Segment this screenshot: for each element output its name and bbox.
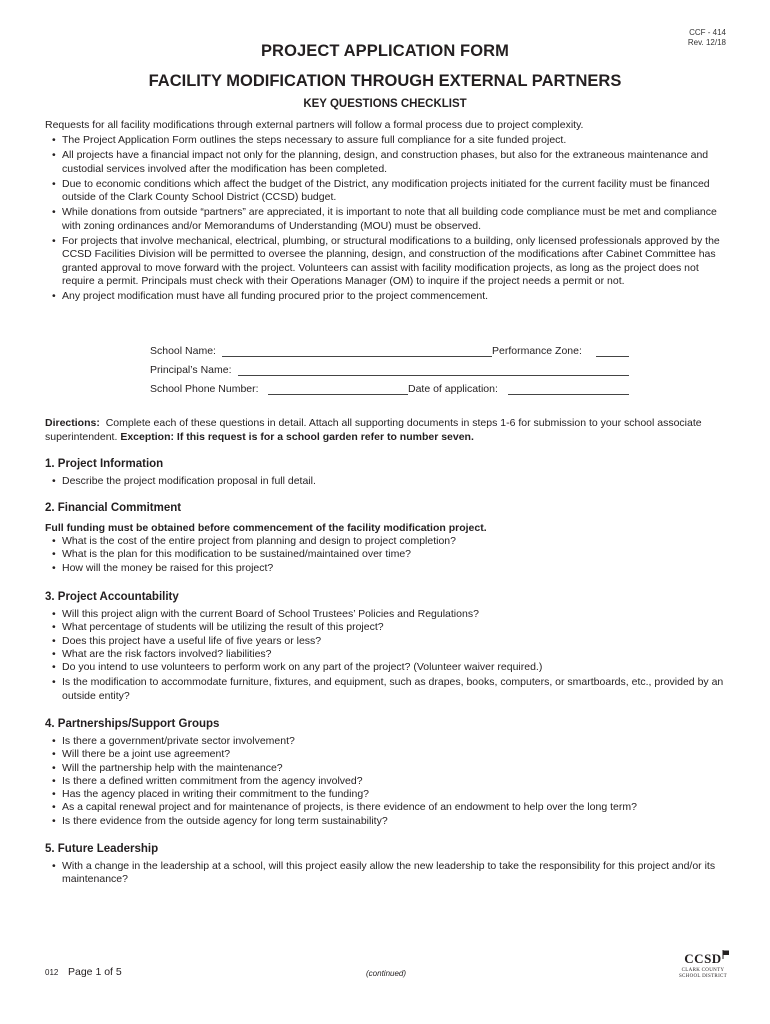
- question-text: Is the modification to accommodate furniture, fixtures, and equipment, such as drapes, books, computers, or smartboards, etc., provided by an outside entity?: [62, 676, 724, 702]
- question-text: Has the agency placed in writing their commitment to the funding?: [62, 788, 369, 801]
- question-item: [45, 548, 735, 561]
- question-text: As a capital renewal project and for maintenance of projects, is there evidence of an endowment to help over the long term?: [62, 801, 637, 814]
- intro-item-text: The Project Application Form outlines the steps necessary to assure full compliance for a site funded project.: [62, 134, 567, 146]
- section-question-list: [45, 735, 735, 828]
- question-text: Will the partnership help with the maintenance?: [62, 761, 283, 774]
- bullet-icon: •: [52, 235, 56, 248]
- question-item: [45, 735, 735, 748]
- section-heading: 2. Financial Commitment: [45, 502, 182, 514]
- bullet-icon: •: [52, 535, 56, 547]
- bullet-icon: •: [52, 561, 56, 574]
- question-item: [45, 661, 735, 674]
- question-item: [45, 748, 735, 761]
- bullet-icon: •: [52, 290, 56, 303]
- question-text: What are the risk factors involved? liabilities?: [62, 647, 272, 660]
- bullet-icon: •: [52, 206, 56, 219]
- directions-text: Complete each of these questions in detail. Attach all supporting documents in steps 1-6 for submission to your school associate superintendent.: [45, 417, 702, 443]
- question-item: [45, 648, 735, 661]
- question-text: What is the cost of the entire project from planning and design to project completion?: [62, 535, 456, 547]
- footer-code: 012: [45, 968, 59, 977]
- bullet-icon: •: [52, 788, 56, 801]
- page-subtitle: FACILITY MODIFICATION THROUGH EXTERNAL PARTNERS: [148, 72, 622, 90]
- intro-item-text: For projects that involve mechanical, electrical, plumbing, or structural modifications to a building, only licensed professionals approved by the CCSD Facilities Division will be permitted to oversee the planning, design, and construction of the modifications after Cabinet Committee has granted approval to move forward with the project. Volunteers can assist with facility modification projects, as long as the project does not require a permit. Principals must check with their Operations Manager (OM) to inquire if the project needs a permit or not.: [62, 235, 720, 287]
- logo-wordmark: CCSD: [684, 951, 722, 966]
- question-item: [45, 801, 735, 814]
- question-text: Is there evidence from the outside agency for long term sustainability?: [62, 814, 388, 827]
- intro-item-text: All projects have a financial impact not only for the planning, design, and construction phases, but also for the extraneous maintenance and custodial services involved after the modification has been completed.: [62, 149, 709, 175]
- bullet-icon: •: [52, 676, 56, 689]
- intro-list-item: [45, 178, 725, 205]
- question-text: Does this project have a useful life of five years or less?: [62, 634, 322, 647]
- question-item: [45, 621, 735, 634]
- question-item: [45, 676, 735, 703]
- bullet-icon: •: [52, 748, 56, 761]
- intro-list-item: [45, 149, 725, 176]
- directions: [45, 416, 735, 444]
- bullet-icon: •: [52, 735, 56, 747]
- section-question-list: [45, 475, 735, 488]
- question-text: With a change in the leadership at a school, will this project easily allow the new leadership to take the responsibility for this project and/or its maintenance?: [62, 860, 716, 886]
- question-text: Will there be a joint use agreement?: [62, 748, 231, 761]
- question-item: [45, 762, 735, 775]
- section-heading: 1. Project Information: [45, 458, 164, 470]
- bullet-icon: •: [52, 621, 56, 634]
- question-text: Will this project align with the current Board of School Trustees’ Policies and Regulations?: [62, 608, 479, 620]
- principal-name-row: [150, 364, 630, 383]
- question-item: [45, 608, 735, 621]
- date-of-application-label: Date of application:: [408, 383, 498, 395]
- intro-item-text: While donations from outside “partners” are appreciated, it is important to note that all building code compliance must be met and compliance with zoning ordinances and/or Memorandums of Understanding (MOU) must be observed.: [62, 206, 717, 232]
- logo-sub-line1: CLARK COUNTY: [681, 968, 725, 973]
- checklist-heading: KEY QUESTIONS CHECKLIST: [303, 98, 467, 110]
- bullet-icon: •: [52, 860, 56, 872]
- school-phone-row: [150, 383, 630, 402]
- intro-list: [45, 134, 725, 306]
- question-text: Is there a government/private sector involvement?: [62, 735, 295, 747]
- intro-list-item: [45, 290, 725, 303]
- question-item: [45, 535, 735, 548]
- bullet-icon: •: [52, 647, 56, 660]
- bullet-icon: •: [52, 548, 56, 561]
- bullet-icon: •: [52, 801, 56, 814]
- bullet-icon: •: [52, 149, 56, 162]
- section-question-list: [45, 535, 735, 575]
- school-name-row: [150, 345, 630, 364]
- question-item: [45, 860, 735, 887]
- question-text: What is the plan for this modification to be sustained/maintained over time?: [62, 548, 412, 561]
- question-text: Describe the project modification proposal in full detail.: [62, 475, 316, 487]
- continued-note: (continued): [366, 969, 407, 978]
- intro-list-item: [45, 134, 725, 147]
- question-item: [45, 788, 735, 801]
- section-heading: 3. Project Accountability: [45, 591, 179, 603]
- bullet-icon: •: [52, 761, 56, 774]
- section-heading: 4. Partnerships/Support Groups: [45, 718, 220, 730]
- question-text: What percentage of students will be utilizing the result of this project?: [62, 621, 384, 634]
- school-name-field[interactable]: [222, 345, 492, 357]
- intro-item-text: Any project modification must have all funding procured prior to the project commencement.: [62, 290, 489, 303]
- bullet-icon: •: [52, 134, 56, 146]
- school-info-fields: [150, 345, 630, 402]
- principal-name-field[interactable]: [238, 364, 629, 376]
- intro-list-item: [45, 206, 725, 233]
- form-number: CCF - 414: [689, 28, 726, 37]
- intro-text: Requests for all facility modifications through external partners will follow a formal process due to project complexity.: [45, 119, 584, 131]
- bullet-icon: •: [52, 475, 56, 487]
- directions-exception: Exception: If this request is for a school garden refer to number seven.: [120, 431, 474, 443]
- question-text: How will the money be raised for this project?: [62, 561, 274, 574]
- question-item: [45, 562, 735, 575]
- page-title: PROJECT APPLICATION FORM: [260, 42, 510, 60]
- school-phone-label: School Phone Number:: [150, 383, 259, 395]
- question-item: [45, 475, 735, 488]
- principal-name-label: Principal’s Name:: [150, 364, 232, 376]
- bullet-icon: •: [52, 608, 56, 620]
- question-item: [45, 635, 735, 648]
- intro-list-item: [45, 235, 725, 288]
- performance-zone-field[interactable]: [596, 345, 629, 357]
- question-item: [45, 815, 735, 828]
- question-item: [45, 775, 735, 788]
- question-text: Do you intend to use volunteers to perform work on any part of the project? (Volunteer waiver required.): [62, 661, 543, 674]
- bullet-icon: •: [52, 814, 56, 827]
- form-revision: Rev. 12/18: [687, 38, 726, 47]
- directions-label: Directions:: [45, 417, 100, 429]
- school-name-label: School Name:: [150, 345, 216, 357]
- flag-icon: [722, 950, 730, 959]
- ccsd-logo: [678, 950, 728, 980]
- bullet-icon: •: [52, 177, 56, 190]
- date-of-application-field[interactable]: [508, 383, 629, 395]
- bullet-icon: •: [52, 661, 56, 674]
- question-text: Is there a defined written commitment from the agency involved?: [62, 774, 363, 787]
- logo-sub-line2: SCHOOL DISTRICT: [678, 974, 728, 979]
- school-phone-field[interactable]: [268, 383, 408, 395]
- performance-zone-label: Performance Zone:: [492, 345, 582, 357]
- section-note: Full funding must be obtained before commencement of the facility modification project.: [45, 522, 487, 534]
- intro-item-text: Due to economic conditions which affect the budget of the District, any modification projects initiated for the current facility must be financed outside of the Clark County School District (CCSD) budget.: [62, 177, 710, 204]
- bullet-icon: •: [52, 774, 56, 787]
- page-number: Page 1 of 5: [68, 966, 122, 978]
- section-heading: 5. Future Leadership: [45, 843, 159, 855]
- bullet-icon: •: [52, 634, 56, 647]
- section-question-list: [45, 608, 735, 703]
- section-question-list: [45, 860, 735, 887]
